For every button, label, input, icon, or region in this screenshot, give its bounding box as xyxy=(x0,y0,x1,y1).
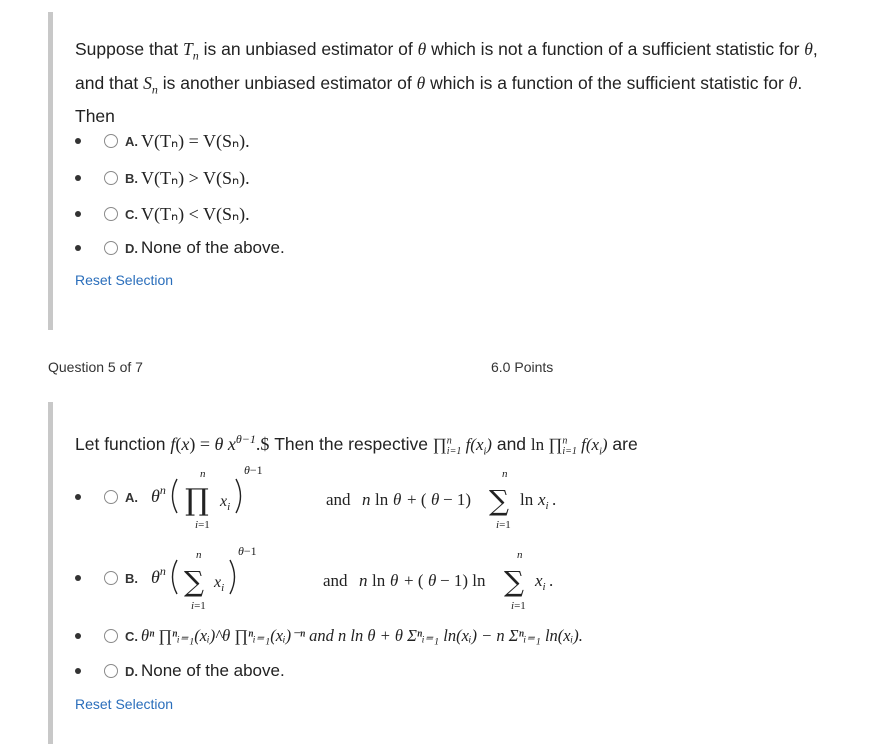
q5-option-b-formula xyxy=(151,537,611,617)
svg-text:n: n xyxy=(502,468,508,480)
svg-text:+ (: + ( xyxy=(404,571,424,590)
svg-text:i=1: i=1 xyxy=(496,519,511,531)
svg-text:θn: $\theta^n$ xyxy=(151,483,166,506)
q4-option-c[interactable]: C. V(Tₙ) < V(Sₙ). xyxy=(75,199,250,229)
svg-text:i=1: i=1 xyxy=(511,600,526,612)
svg-text:− 1): − 1) xyxy=(443,490,471,509)
q5-reset-selection-link[interactable]: Reset Selection xyxy=(75,696,174,712)
svg-text:n: n xyxy=(359,571,368,590)
bullet xyxy=(75,494,81,500)
q4-reset-selection-link[interactable]: Reset Selection xyxy=(75,272,174,288)
svg-text:θ−1: θ−1 xyxy=(244,463,263,477)
question-5-card xyxy=(48,402,890,744)
svg-text:xi: $x_i$ xyxy=(220,493,231,513)
q5-option-d-text: None of the above. xyxy=(141,661,285,680)
q5-option-b[interactable]: B. xyxy=(75,563,141,593)
q4-option-d[interactable]: D. None of the above. xyxy=(75,233,285,263)
q4-option-b-radio[interactable] xyxy=(104,171,118,185)
svg-text:n: n xyxy=(362,490,371,509)
svg-text:i=1: i=1 xyxy=(195,519,210,531)
bullet xyxy=(75,245,81,251)
bullet xyxy=(75,211,81,217)
svg-text:.: . xyxy=(549,571,554,590)
q4-option-a-radio[interactable] xyxy=(104,134,118,148)
question-points: 6.0 Points xyxy=(491,359,554,375)
bullet xyxy=(75,138,81,144)
svg-text:∑: ∑ xyxy=(489,484,509,517)
svg-text:ln: ln xyxy=(372,571,386,590)
svg-text:xi: $x_i$ xyxy=(535,571,546,593)
svg-text:n: n xyxy=(517,549,523,561)
bullet xyxy=(75,668,81,674)
svg-text:.: . xyxy=(552,490,557,509)
bullet xyxy=(75,633,81,639)
svg-text:θ: θ xyxy=(390,571,399,590)
svg-text:ln: ln xyxy=(520,490,534,509)
q5-option-c-formula: θⁿ ∏ⁿᵢ₌₁(xᵢ)^θ ∏ⁿᵢ₌₁(xᵢ)⁻ⁿ and n ln θ + θ Σⁿᵢ₌₁ ln(xᵢ) − n Σⁿᵢ₌₁ ln(xᵢ). xyxy=(141,626,583,645)
q5-option-b-radio[interactable] xyxy=(104,571,118,585)
q5-option-a-radio[interactable] xyxy=(104,490,118,504)
svg-text:xi: $x_i$ xyxy=(538,490,549,512)
q4-option-d-radio[interactable] xyxy=(104,241,118,255)
svg-text:θ: θ xyxy=(393,490,402,509)
svg-text:xi: $x_i$ xyxy=(214,574,225,594)
question-4-card xyxy=(48,12,890,330)
bullet xyxy=(75,575,81,581)
question-side-bar xyxy=(48,12,53,330)
q4-option-a[interactable]: A. V(Tₙ) = V(Sₙ). xyxy=(75,126,250,156)
svg-text:i=1: i=1 xyxy=(191,600,206,612)
q4-option-b[interactable]: B. V(Tₙ) > V(Sₙ). xyxy=(75,163,250,193)
svg-text:∏: ∏ xyxy=(185,483,209,518)
q5-option-a-formula xyxy=(151,456,611,536)
svg-text:θn: $\theta^n$ xyxy=(151,564,166,587)
q5-option-c[interactable]: C. θⁿ ∏ⁿᵢ₌₁(xᵢ)^θ ∏ⁿᵢ₌₁(xᵢ)⁻ⁿ and n ln θ + θ Σⁿᵢ₌₁ ln(xᵢ) − n Σⁿᵢ₌₁ ln(xᵢ). xyxy=(75,621,583,651)
question-counter: Question 5 of 7 xyxy=(48,359,143,375)
question-side-bar xyxy=(48,402,53,744)
q4-option-a-formula: V(Tₙ) = V(Sₙ). xyxy=(141,130,250,151)
svg-text:n: n xyxy=(200,468,206,480)
q4-option-c-formula: V(Tₙ) < V(Sₙ). xyxy=(141,203,250,224)
bullet xyxy=(75,175,81,181)
svg-text:∑: ∑ xyxy=(184,565,204,598)
svg-text:θ: θ xyxy=(431,490,440,509)
q5-option-c-radio[interactable] xyxy=(104,629,118,643)
question-4-prompt: Suppose that $T_n$ is an unbiased estimator of θ which is not a function of a sufficient statistic for θ, and that $S_n$ is another unbiased estimator of θ which is a function of the sufficient statistic for θ. Then xyxy=(75,39,818,126)
svg-text:n: n xyxy=(196,549,202,561)
q5-option-d[interactable]: D. None of the above. xyxy=(75,656,285,686)
svg-text:and: and xyxy=(326,490,351,509)
q4-option-c-radio[interactable] xyxy=(104,207,118,221)
q4-option-d-text: None of the above. xyxy=(141,238,285,257)
svg-text:− 1) ln: − 1) ln xyxy=(440,571,486,590)
svg-text:θ−1: θ−1 xyxy=(238,544,257,558)
svg-text:and: and xyxy=(323,571,348,590)
q5-option-d-radio[interactable] xyxy=(104,664,118,678)
svg-text:ln: ln xyxy=(375,490,389,509)
question-5-prompt: Let function f(x) = θ $x^{\theta-1}.\$$ Then the respective ∏$^n_{i=1}$ $f(x_i)$ and ln ∏$^n_{i=1}$ $f(x_i)$ are xyxy=(75,432,638,458)
q4-option-b-formula: V(Tₙ) > V(Sₙ). xyxy=(141,167,250,188)
svg-text:θ: θ xyxy=(428,571,437,590)
svg-text:∑: ∑ xyxy=(504,565,524,598)
q5-option-a[interactable]: A. xyxy=(75,482,141,512)
svg-text:+ (: + ( xyxy=(407,490,427,509)
